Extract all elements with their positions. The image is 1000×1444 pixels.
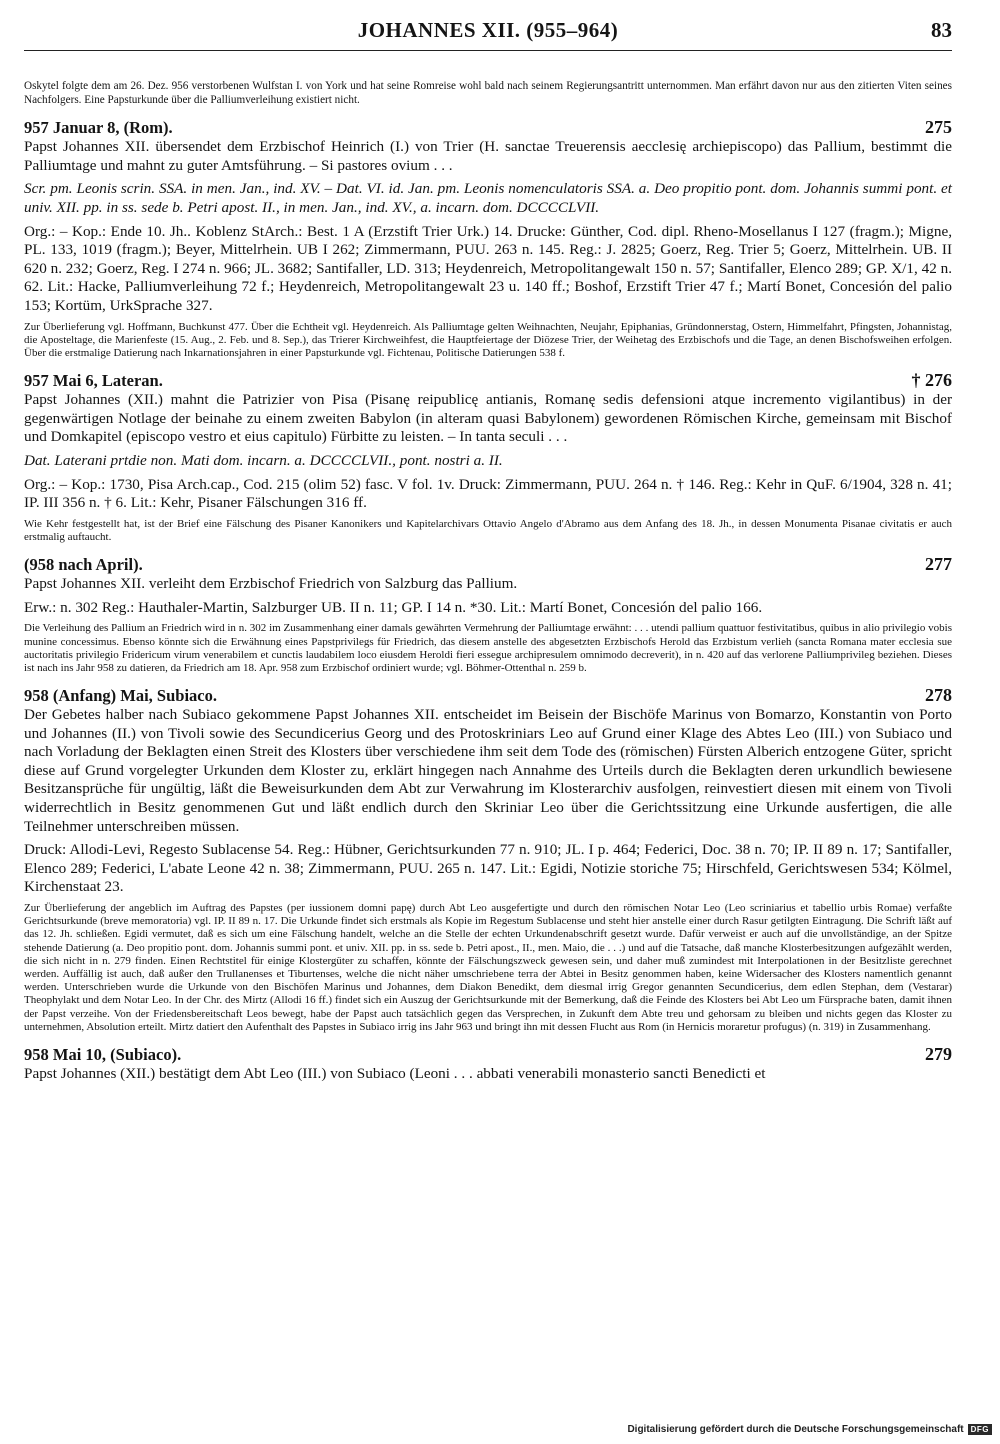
entry-heading (24, 685, 952, 706)
regest-entry-275 (24, 117, 952, 360)
intro-paragraph: Oskytel folgte dem am 26. Dez. 956 verstorbenen Wulfstan I. von York und hat seine Romreise wohl bald nach seinem Regierungsantritt unternommen. Man erfährt davon nur aus den zitierten Viten seines Nachfolgers. Eine Papsturkunde über die Palliumverleihung existiert nicht. (24, 80, 952, 106)
entry-date: (958 nach April). (24, 555, 143, 575)
entry-sources: Org.: – Kop.: 1730, Pisa Arch.cap., Cod. 215 (olim 52) fasc. V fol. 1v. Druck: Zimmermann, PUU. 264 n. † 146. Reg.: Kehr in QuF. 6/1904, 328 n. 41; IP. III 356 n. † 6. Lit.: Kehr, Pisaner Fälschungen 316 ff. (24, 475, 952, 512)
regest-entry-277 (24, 554, 952, 675)
entry-summary: Papst Johannes XII. übersendet dem Erzbischof Heinrich (I.) von Trier (H. sanctae Treuerensis aecclesię archiepiscopo) das Pallium, bestimmt die Palliumtage und mahnt zu guter Amtsführung. – Si pastores ovium . . . (24, 138, 952, 174)
regest-entry-276 (24, 370, 952, 544)
entry-sources: Org.: – Kop.: Ende 10. Jh.. Koblenz StArch.: Best. 1 A (Erzstift Trier Urk.) 14. Drucke: Günther, Cod. dipl. Rheno-Mosellanus I 127 (fragm.); Migne, PL. 133, 1019 (fragm.); Beyer, Mittelrhein. UB I 262; Zimmermann, PUU. 263 n. 145. Reg.: J. 2825; Goerz, Reg. Trier 5; Goerz, Mittelrhein. UB. II 620 n. 232; Goerz, Reg. I 274 n. 966; JL. 3682; Santifaller, LD. 313; Heydenreich, Metropolitangewalt 150 n. 57; Santifaller, Elenco 289; GP. X/1, 42 n. 62. Lit.: Hacke, Palliumverleihung 72 f.; Heydenreich, Metropolitangewalt 23 u. 140 ff.; Boshof, Erzstift Trier 47 f.; Martí Bonet, Concesión del palio 153; Kortüm, UrkSprache 327. (24, 222, 952, 314)
dfg-logo-icon: DFG (968, 1424, 992, 1435)
entry-number: 277 (925, 554, 952, 575)
entry-number: 279 (925, 1044, 952, 1065)
entry-notes: Wie Kehr festgestellt hat, ist der Brief eine Fälschung des Pisaner Kanonikers und Kapitelarchivars Ottavio Angelo d'Abramo aus dem Anfang des 18. Jh., in dessen Monumenta Pisanae civitatis er auch erstmalig auftaucht. (24, 517, 952, 543)
entry-date: 957 Januar 8, (Rom). (24, 118, 173, 138)
entry-heading (24, 117, 952, 138)
footer-text: Digitalisierung gefördert durch die Deutsche Forschungsgemeinschaft (627, 1424, 964, 1435)
entry-date: 958 (Anfang) Mai, Subiaco. (24, 686, 217, 706)
entry-dating: Scr. pm. Leonis scrin. SSA. in men. Jan., ind. XV. – Dat. VI. id. Jan. pm. Leonis nomenculatoris SSA. a. Deo propitio pont. dom. Johannis summi pont. et univ. XII. pp. in ss. sede b. Petri apost. II., in men. Jan., ind. XV., a. incarn. dom. DCCCCLVII. (24, 180, 952, 216)
entry-summary: Papst Johannes (XII.) mahnt die Patrizier von Pisa (Pisanę reipublicę antianis, Romanę sedis defensioni atque incremento vigilantibus) in der gegenwärtigen Notlage der beinahe zu einem zweiten Babylon (in alteram quasi Babylonem) gewordenen Römischen Kirche, gemeinsam mit Bischof und Domkapitel (episcopo vestro et eius capitulo) Fürbitte zu leisten. – In tanta seculi . . . (24, 391, 952, 446)
entry-notes: Zur Überlieferung vgl. Hoffmann, Buchkunst 477. Über die Echtheit vgl. Heydenreich. Als Palliumtage gelten Weihnachten, Neujahr, Epiphanias, Gründonnerstag, Ostern, Himmelfahrt, Pfingsten, Johannistag, die Aposteltage, die Marienfeste (15. Aug., 2. Feb. und 8. Sep.), das Trierer Kirchweihfest, die Hauptfeiertage der Diözese Trier, der Weihetag des Erzbischofs und die Tage, an denen Bischofsweihen erfolgen. Über die erstmalige Datierung nach Inkarnationsjahren in einer Papsturkunde vgl. Fichtenau, Politische Datierungen 538 f. (24, 320, 952, 359)
entry-number: 275 (925, 117, 952, 138)
entry-date: 957 Mai 6, Lateran. (24, 371, 163, 391)
entry-heading (24, 1044, 952, 1065)
footer-credit (627, 1424, 992, 1435)
page-number: 83 (931, 18, 952, 42)
entry-sources: Erw.: n. 302 Reg.: Hauthaler-Martin, Salzburger UB. II n. 11; GP. I 14 n. *30. Lit.: Martí Bonet, Concesión del palio 166. (24, 598, 763, 616)
entry-heading (24, 554, 952, 575)
entry-number: 278 (925, 685, 952, 706)
running-title: JOHANNES XII. (955–964) (357, 18, 619, 42)
entry-sources: Druck: Allodi-Levi, Regesto Sublacense 54. Reg.: Hübner, Gerichtsurkunden 77 n. 910; JL. I p. 464; Federici, Doc. 38 n. 70; IP. II 89 n. 17; Santifaller, Elenco 289; Federici, L'abate Leone 42 n. 38; Zimmermann, PUU. 265 n. 147. Lit.: Egidi, Notizie storiche 75; Hirschfeld, Gerichtswesen 534; Kölmel, Kirchenstaat 23. (24, 841, 952, 896)
entry-summary: Der Gebetes halber nach Subiaco gekommene Papst Johannes XII. entscheidet im Beisein der Bischöfe Marinus von Bomarzo, Konstantin von Porto und Johannes (II.) von Tivoli sowie des Secundicerius Georg und des Protoskriniars Leo auf Grund einer Klage des Abtes Leo (III.) von Subiaco und nach Vorladung der Beklagten einen Streit des Klosters über verschiedene ihm seit dem Tode des (römischen) Fürsten Alberich entzogene Güter, spricht diese auf Grund vorgelegter Urkunden dem Kloster zu, erklärt hingegen nach Annahme des Urteils durch die Beklagten deren urkundlich bewiesene Besitzansprüche für ungültig, läßt die Beweisurkunden dem Abt zur Verwahrung im Klosterarchiv ausfolgen, reinvestiert diesen mit einem von Tivoli widerrechtlich in Besitz genommenen Gut und läßt endlich durch den Skriniar Leo über die Gerichtssitzung eine Urkunde ausfertigen, die alle Teilnehmer unterschreiben müssen. (24, 706, 952, 835)
entry-dating: Dat. Laterani prtdie non. Mati dom. incarn. a. DCCCCLVII., pont. nostri a. II. (24, 451, 503, 469)
entry-summary: Papst Johannes (XII.) bestätigt dem Abt Leo (III.) von Subiaco (Leoni . . . abbati venerabili monasterio sancti Benedicti et (24, 1065, 766, 1083)
entry-date: 958 Mai 10, (Subiaco). (24, 1045, 182, 1065)
header-rule (24, 50, 952, 51)
running-header (24, 0, 952, 50)
entry-number: † 276 (911, 370, 952, 391)
entry-notes: Zur Überlieferung der angeblich im Auftrag des Papstes (per iussionem domni papę) durch Abt Leo ausgefertigte und durch den römischen Notar Leo (Leo scriniarius et tabellio urbis Romae) verfaßte Gerichtsurkunde (breve memoratoria) vgl. IP. II 89 n. 17. Die Urkunde findet sich erstmals als Kopie im Regestum Sublacense und steht hier anstelle einer durch Rasur getilgten Eintragung. Die Schrift läßt auf das 12. Jh. schließen. Egidi vermutet, daß es sich um eine Fälschung handelt, welche an die Stelle der echten Urkundenabschrift gesetzt wurde. Dafür verweist er auch auf die unvollständige, an der Spitze stehende Datierung (a. Deo propitio pont. dom. Johannis summi pont. et univ. XII. pp. in ss. sede b. Petri apost., II., men. Maio, die . . .) und auf die Tatsache, daß manche Klosterbesitzungen aufgezählt werden, die sich nicht in n. 279 finden. Einen Rechtstitel für einige Klostergüter zu schaffen, könnte der Fälschungszweck gewesen sein, und daher muß zumindest mit Interpolationen in der Besitzliste gerechnet werden. Auffällig ist auch, daß außer den Trullanenses et Tiburtenses, welche die nicht näher umschriebene terra der Abtei in Besitz genommen haben, keine Widersacher des Klosters namentlich genannt werden. Unterschrieben wurde die Urkunde von den Bischöfen Marinus und Johannes, dem Diakon Benedikt, dem diesmal irrig Gregor genannten Secundicerius, dem edlen Stephan, dem (Vestarar) Theophylakt und dem Notar Leo. In der Chr. des Mirtz (Allodi 16 ff.) findet sich ein Auszug der Gerichtsurkunde mit der Bemerkung, daß die Feinde des Klosters bei Abt Leo um Fürsprache baten, damit ihnen der Papst verzeihe. Von der Friedensbereitschaft Leos bewegt, habe der Papst auch tatsächlich gegen das Versprechen, in Zukunft dem Abte treu und gehorsam zu bleiben und nichts gegen das Kloster zu unternehmen, Absolution erteilt. Mirtz datiert den Aufenthalt des Papstes in Subiaco irrig ins Jahr 963 und bringt ihn mit dessen Flucht aus Rom (in Hernicis moraretur profugus) (n. 319) in Zusammenhang. (24, 902, 952, 1033)
entry-summary: Papst Johannes XII. verleiht dem Erzbischof Friedrich von Salzburg das Pallium. (24, 575, 518, 593)
entry-notes: Die Verleihung des Pallium an Friedrich wird in n. 302 im Zusammenhang einer damals gewährten Vermehrung der Palliumtage erwähnt: . . . utendi pallium quattuor festivitatibus, quibus in alio privilegio vobis munine concessimus. Ebenso könnte sich die Erwähnung eines Papstprivilegs für Friedrich, das diesem anstelle des abgesetzten Erzbischofs Herold das Erzbistum verlieh (sancta Romana mater ecclesia sue auctoritatis privilegio Fridericum virum venerabilem et cunctis laudabilem loco eiusdem Heroldi fieri essegue archipresulem omnimodo decreverit), in n. 420 auf das verlorene Palliumprivileg beziehen. Dieses ist nach ins Jahr 958 zu datieren, da Friedrich am 18. Apr. 958 zum Erzbischof ordiniert wurde; vgl. Böhmer-Ottenthal n. 259 b. (24, 622, 952, 674)
regest-entry-279 (24, 1044, 952, 1084)
entry-heading (24, 370, 952, 391)
regest-entry-278 (24, 685, 952, 1034)
page (24, 0, 952, 1084)
